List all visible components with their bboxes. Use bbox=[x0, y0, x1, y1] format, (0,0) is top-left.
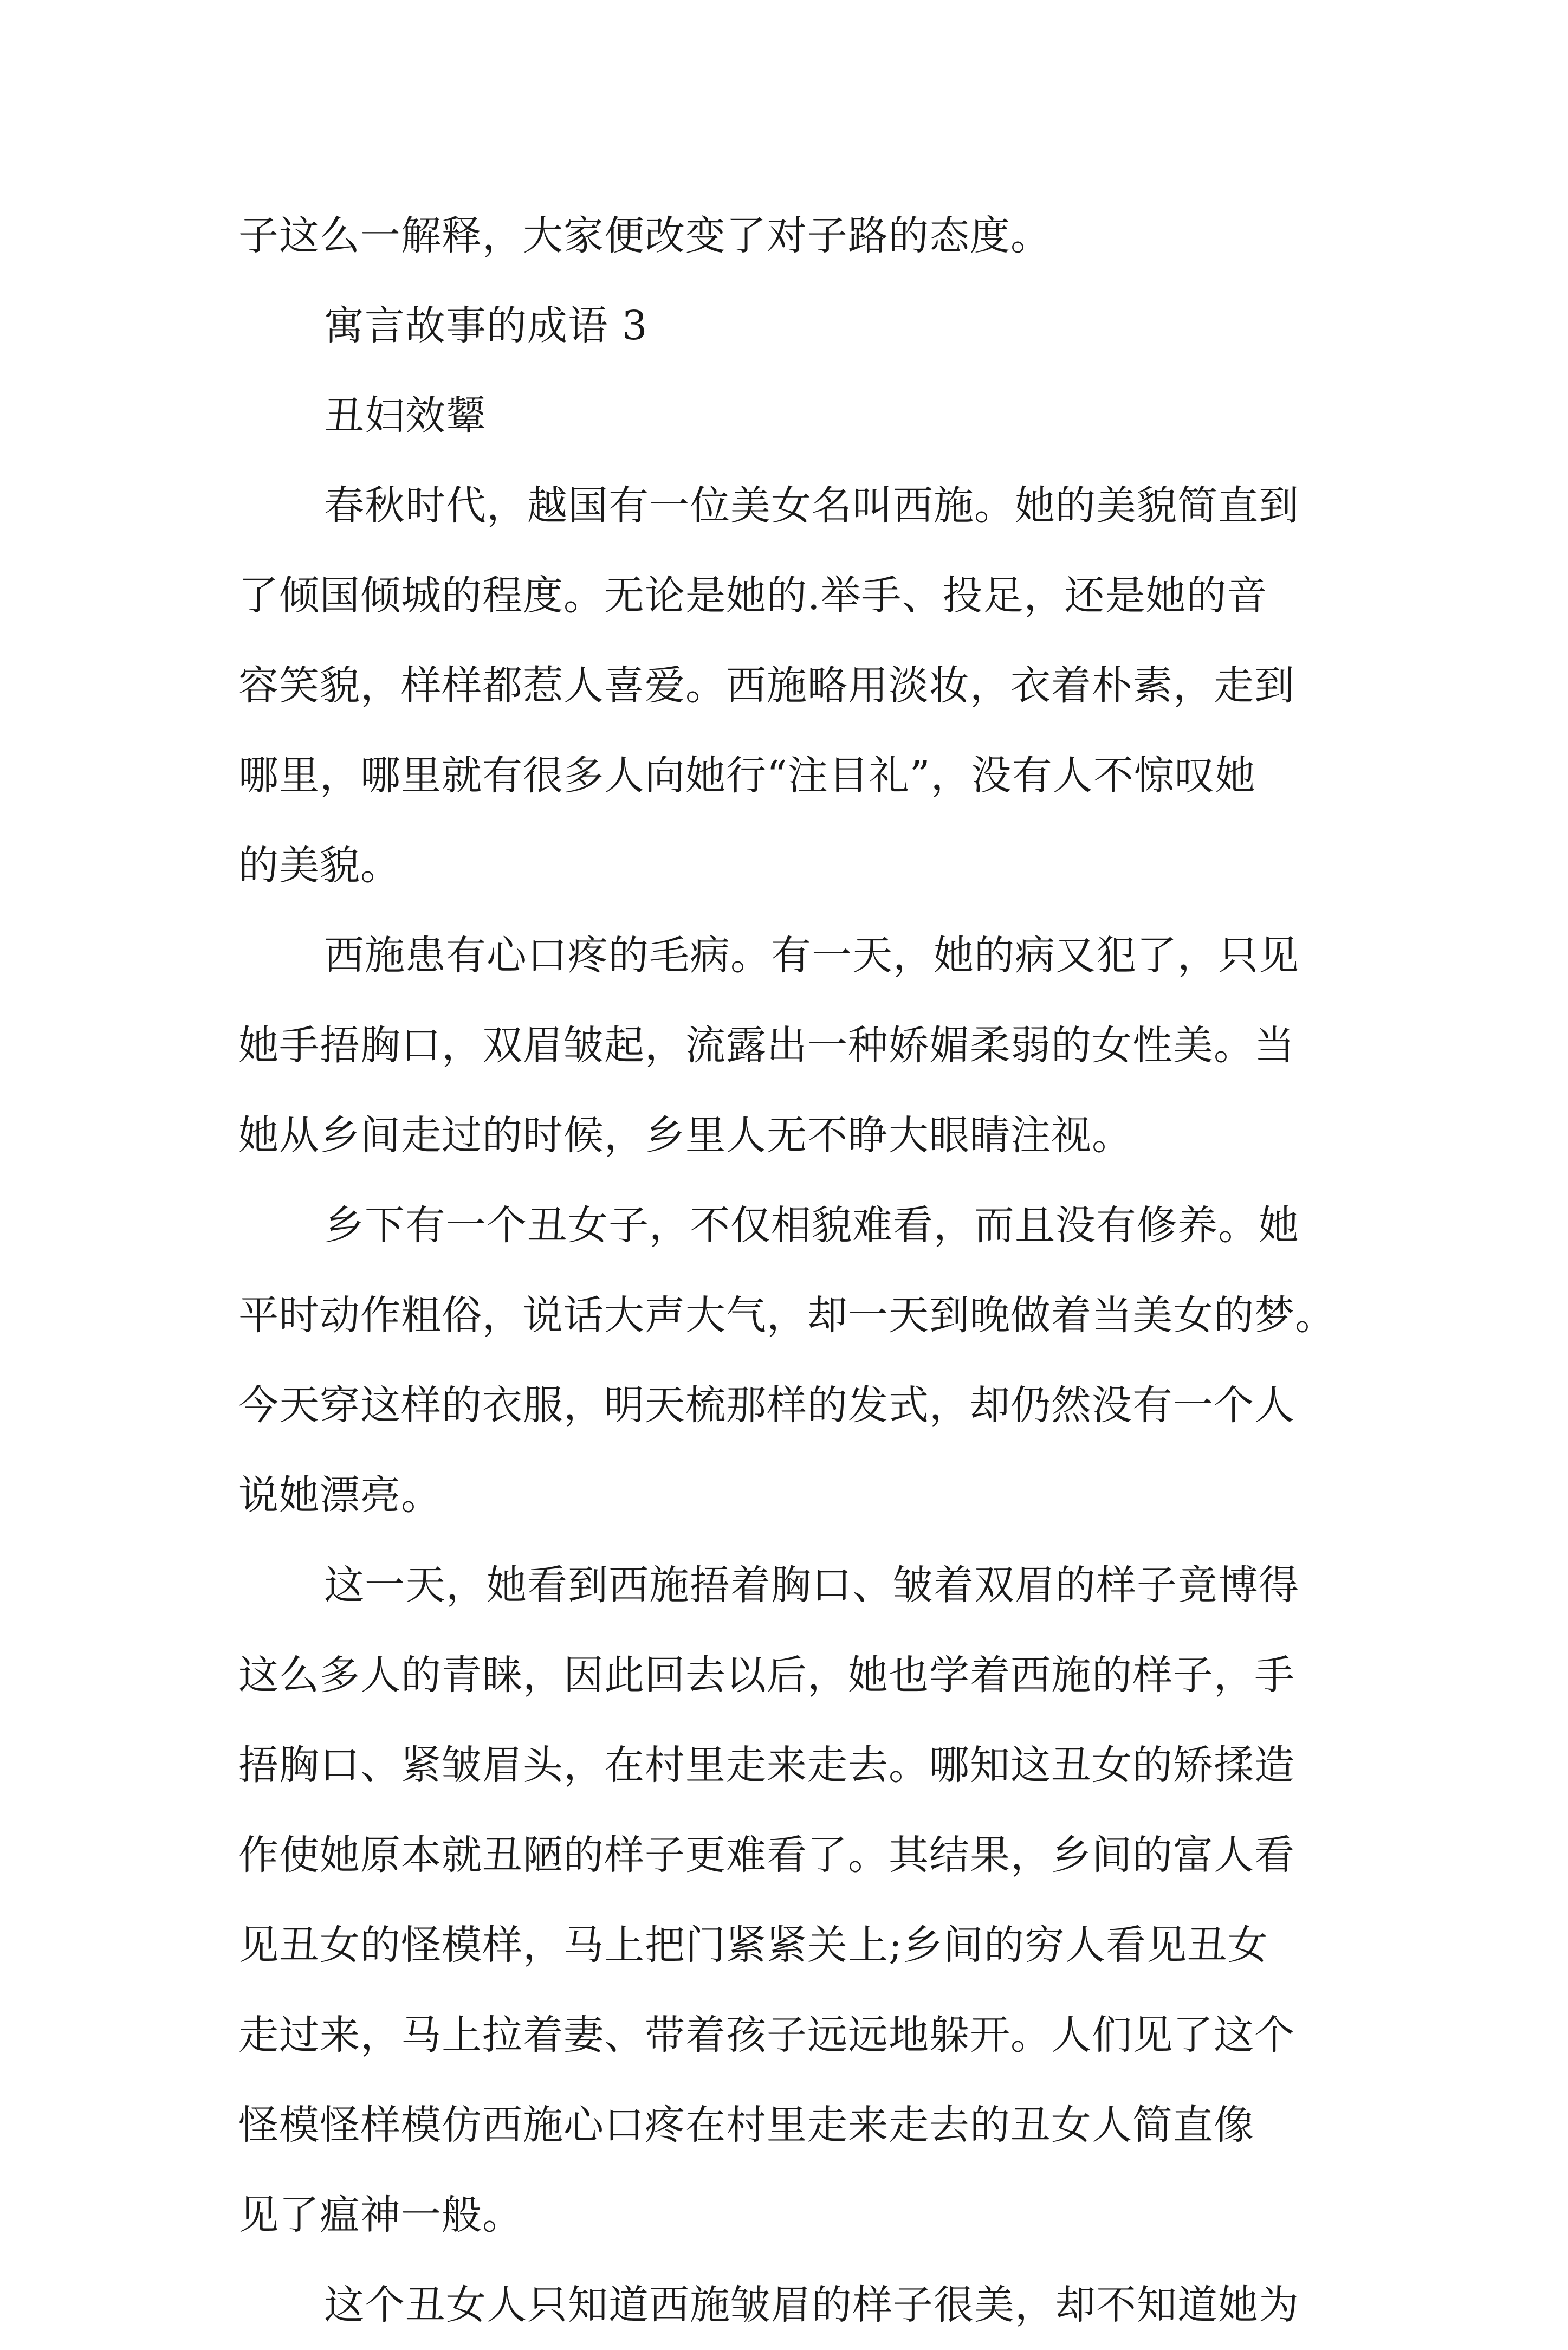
text-line: 见丑女的怪模样，马上把门紧紧关上;乡间的穷人看见丑女 bbox=[238, 1922, 1268, 1968]
story-title: 丑妇效颦 bbox=[324, 392, 487, 439]
text-line: 这么多人的青睐，因此回去以后，她也学着西施的样子，手 bbox=[238, 1652, 1295, 1699]
text-line: 捂胸口、紧皱眉头，在村里走来走去。哪知这丑女的矫揉造 bbox=[238, 1742, 1295, 1789]
text-line: 走过来，马上拉着妻、带着孩子远远地躲开。人们见了这个 bbox=[238, 2012, 1295, 2058]
text-line: 西施患有心口疼的毛病。有一天，她的病又犯了，只见 bbox=[324, 932, 1299, 979]
text-line: 说她漂亮。 bbox=[238, 1472, 442, 1519]
text-line: 这一天，她看到西施捂着胸口、皱着双眉的样子竟博得 bbox=[324, 1562, 1299, 1609]
text-line: 了倾国倾城的程度。无论是她的.举手、投足，还是她的音 bbox=[238, 572, 1268, 619]
text-line: 作使她原本就丑陋的样子更难看了。其结果，乡间的富人看 bbox=[238, 1832, 1295, 1878]
text-line: 怪模怪样模仿西施心口疼在村里走来走去的丑女人简直像 bbox=[238, 2102, 1254, 2148]
section-title: 寓言故事的成语 3 bbox=[324, 302, 648, 349]
text-line: 哪里，哪里就有很多人向她行“注目礼”，没有人不惊叹她 bbox=[238, 752, 1256, 799]
text-line: 见了瘟神一般。 bbox=[238, 2192, 523, 2238]
text-line: 今天穿这样的衣服，明天梳那样的发式，却仍然没有一个人 bbox=[238, 1382, 1295, 1429]
text-line: 这个丑女人只知道西施皱眉的样子很美，却不知道她为 bbox=[324, 2282, 1299, 2328]
text-line: 春秋时代，越国有一位美女名叫西施。她的美貌简直到 bbox=[324, 482, 1299, 529]
text-line: 乡下有一个丑女子，不仅相貌难看，而且没有修养。她 bbox=[324, 1202, 1299, 1249]
text-line: 平时动作粗俗，说话大声大气，却一天到晚做着当美女的梦。 bbox=[238, 1292, 1336, 1339]
text-line: 子这么一解释，大家便改变了对子路的态度。 bbox=[238, 212, 1051, 259]
text-line: 她手捂胸口，双眉皱起，流露出一种娇媚柔弱的女性美。当 bbox=[238, 1022, 1295, 1069]
body-text bbox=[238, 191, 1338, 2350]
text-line: 她从乡间走过的时候，乡里人无不睁大眼睛注视。 bbox=[238, 1112, 1132, 1159]
text-line: 容笑貌，样样都惹人喜爱。西施略用淡妆，衣着朴素，走到 bbox=[238, 662, 1295, 709]
text-line: 的美貌。 bbox=[238, 842, 401, 889]
